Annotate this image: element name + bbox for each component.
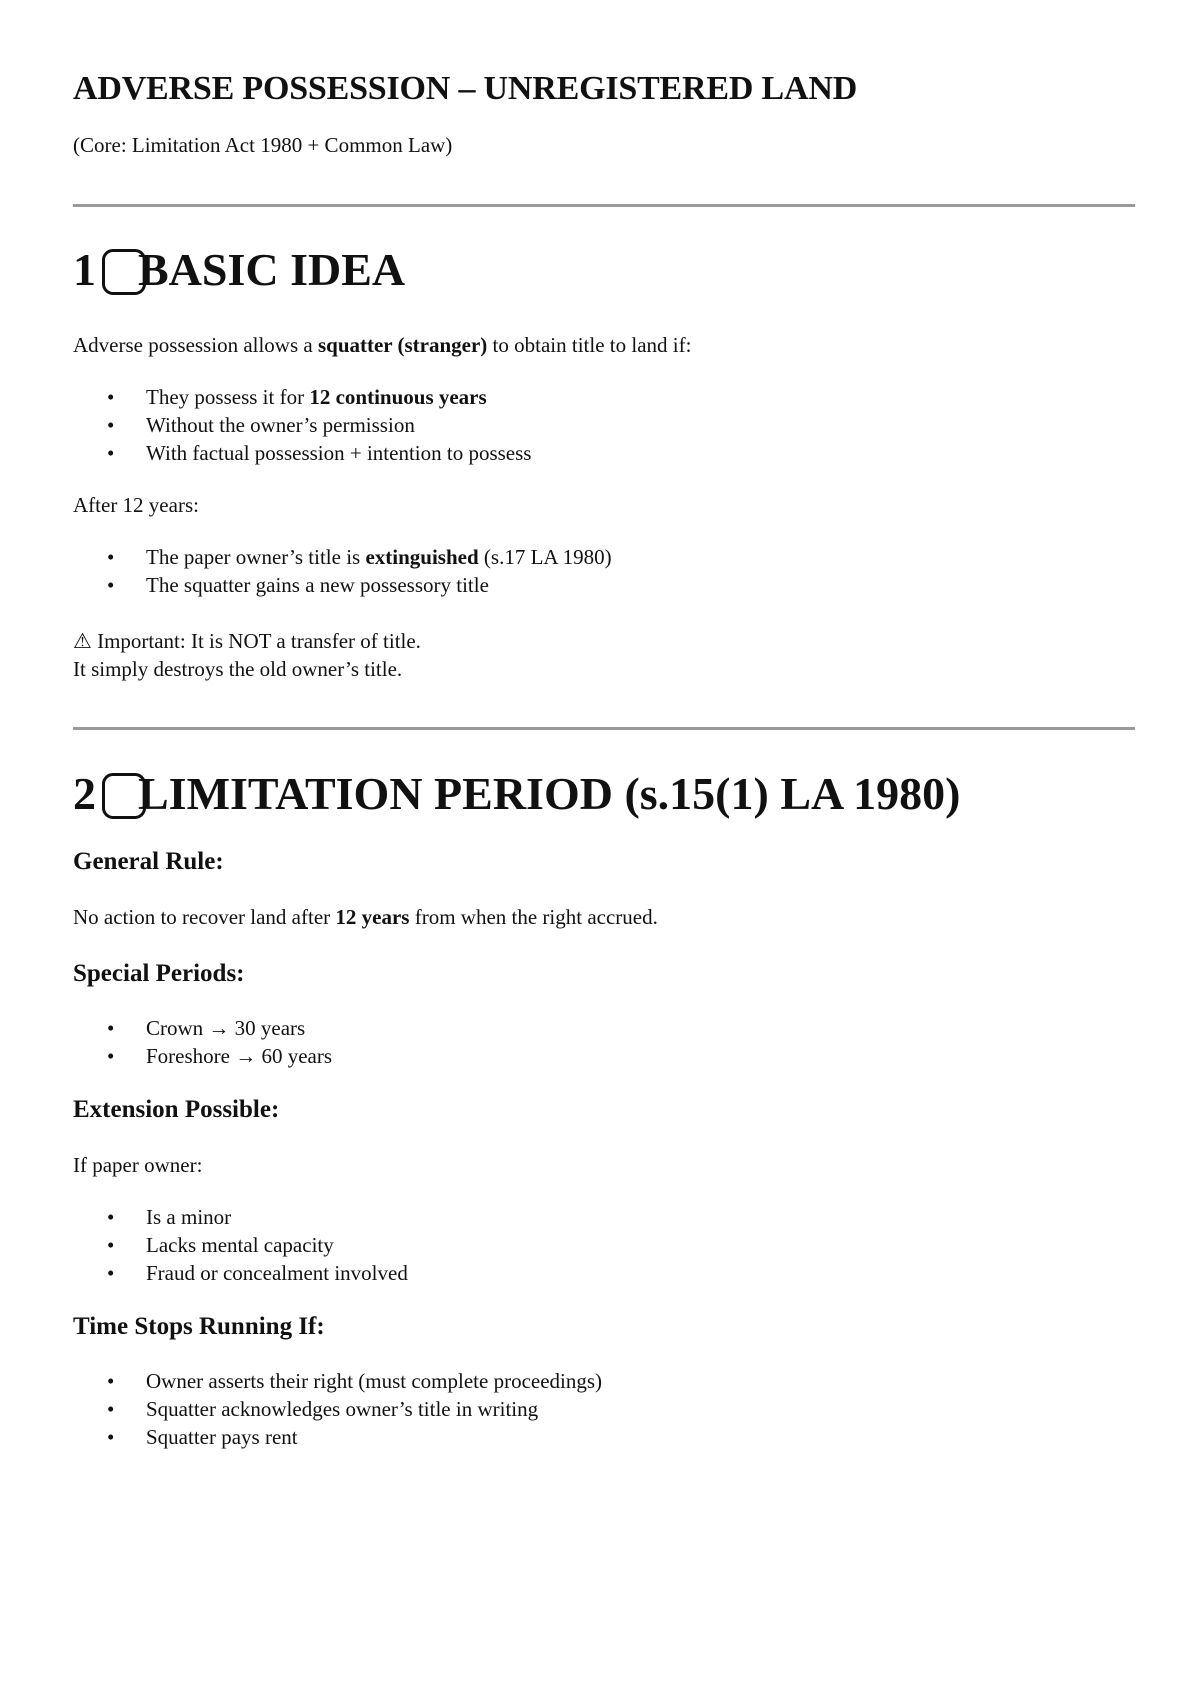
- document-subtitle: (Core: Limitation Act 1980 + Common Law): [73, 133, 453, 158]
- list-item: • Squatter pays rent: [73, 1423, 1135, 1451]
- effects-list: [73, 543, 1135, 599]
- list-item: • Squatter acknowledges owner’s title in writing: [73, 1395, 1135, 1423]
- list-item: [73, 383, 1135, 411]
- list-item: • Crown → 30 years: [73, 1014, 1135, 1042]
- list-item: • Is a minor: [73, 1203, 1135, 1231]
- section-1-intro: [73, 331, 1135, 359]
- after-label: After 12 years:: [73, 493, 199, 518]
- list-item: • With factual possession + intention to possess: [73, 439, 1135, 467]
- important-note: [73, 627, 1135, 683]
- list-item: • The squatter gains a new possessory title: [73, 571, 1135, 599]
- list-item: • Without the owner’s permission: [73, 411, 1135, 439]
- time-stops-heading: Time Stops Running If:: [73, 1312, 325, 1340]
- general-rule-heading: General Rule:: [73, 847, 224, 875]
- missing-glyph-icon: [102, 773, 146, 819]
- list-item-text: The paper owner’s title is: [146, 545, 366, 570]
- list-item: • Owner asserts their right (must complete proceedings): [73, 1367, 1135, 1395]
- section-2-heading: [73, 769, 1135, 820]
- rule-emphasis: 12 years: [335, 904, 410, 929]
- intro-text: Adverse possession allows a: [73, 333, 318, 358]
- section-2-number: 2: [73, 768, 96, 820]
- extension-list: [73, 1203, 1135, 1287]
- rule-text: No action to recover land after: [73, 904, 336, 929]
- extension-intro: If paper owner:: [73, 1152, 203, 1177]
- section-1-number: 1: [73, 243, 96, 295]
- rule-text-end: from when the right accrued.: [409, 904, 658, 929]
- list-item: • Foreshore → 60 years: [73, 1042, 1135, 1070]
- time-stops-list: [73, 1367, 1135, 1451]
- extension-heading: Extension Possible:: [73, 1095, 280, 1123]
- intro-text-end: to obtain title to land if:: [487, 333, 692, 358]
- missing-glyph-icon: [102, 249, 146, 295]
- list-item: • Fraud or concealment involved: [73, 1259, 1135, 1287]
- list-item: [73, 543, 1135, 571]
- document-page: [73, 70, 1135, 1451]
- section-divider: [73, 727, 1135, 730]
- list-item: • Lacks mental capacity: [73, 1231, 1135, 1259]
- section-divider: [73, 204, 1135, 207]
- important-note-line-2: It simply destroys the old owner’s title.: [73, 657, 403, 682]
- section-1-title: BASIC IDEA: [138, 243, 406, 295]
- list-item-text-end: (s.17 LA 1980): [478, 545, 612, 570]
- list-item-emphasis: extinguished: [365, 545, 479, 570]
- conditions-list: [73, 383, 1135, 467]
- section-1-heading: [73, 245, 1135, 296]
- general-rule-text: [73, 903, 1135, 931]
- list-item-emphasis: 12 continuous years: [309, 385, 487, 410]
- intro-emphasis: squatter (stranger): [317, 333, 488, 358]
- document-title: ADVERSE POSSESSION – UNREGISTERED LAND: [73, 70, 858, 107]
- important-note-line-1: ⚠ Important: It is NOT a transfer of title.: [73, 629, 421, 654]
- special-periods-heading: Special Periods:: [73, 959, 245, 987]
- list-item-text: They possess it for: [146, 385, 310, 410]
- section-2-title: LIMITATION PERIOD (s.15(1) LA 1980): [138, 768, 961, 820]
- special-periods-list: [73, 1014, 1135, 1070]
